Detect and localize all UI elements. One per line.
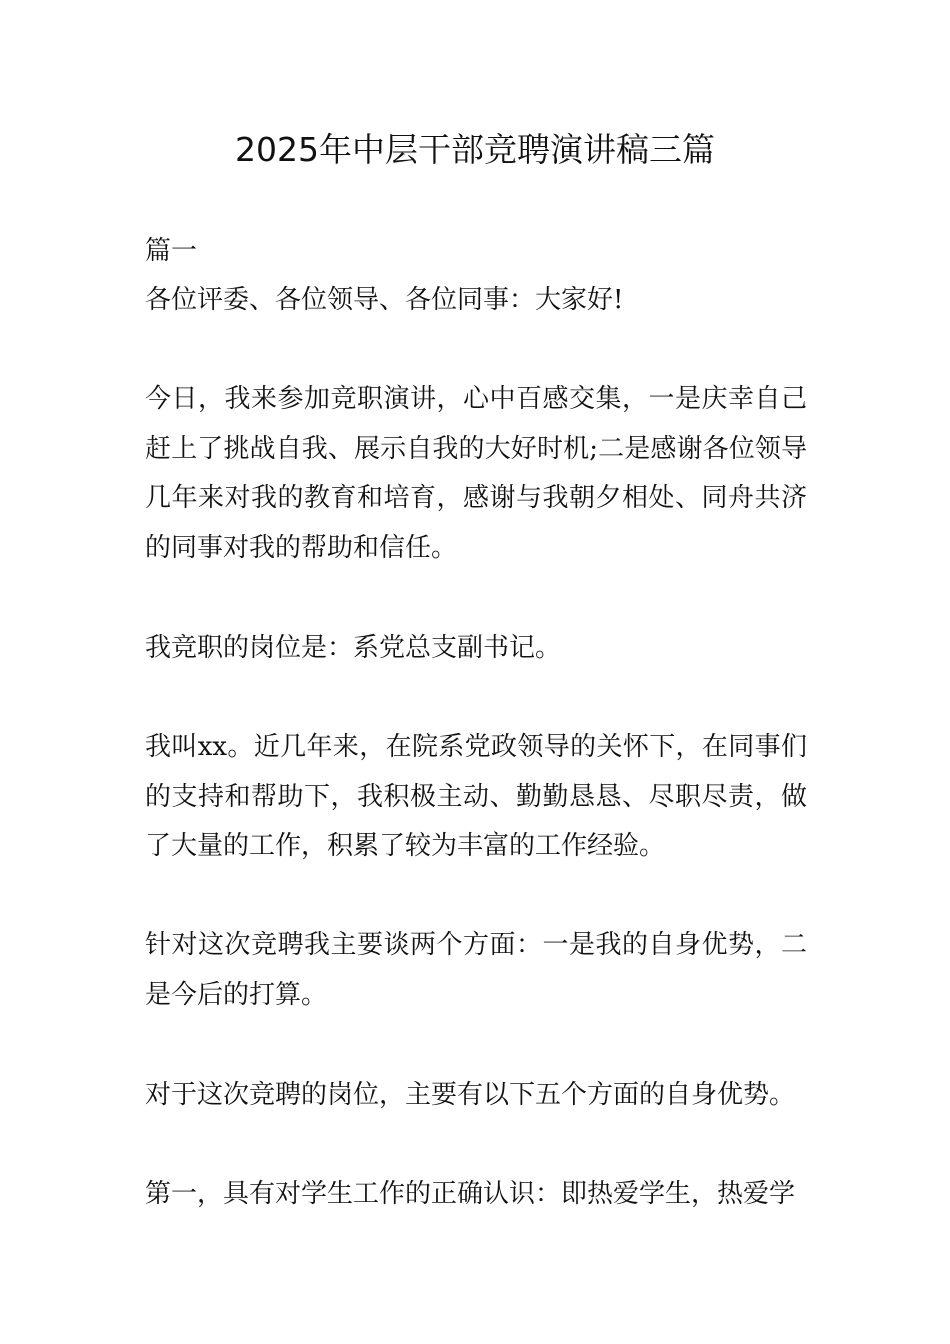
greeting-line: 各位评委、各位领导、各位同事：大家好! [145, 285, 624, 315]
document-title: 2025年中层干部竞聘演讲稿三篇 [235, 130, 715, 169]
paragraph: 第一，具有对学生工作的正确认识：即热爱学生，热爱学 [145, 1179, 796, 1209]
paragraph: 我叫xx。近几年来，在院系党政领导的关怀下，在同事们的支持和帮助下，我积极主动、勤勤恳恳、尽职尽责，做了大量的工作，积累了较为丰富的工作经验。 [145, 732, 807, 861]
section-heading: 篇一 [145, 236, 198, 266]
paragraph: 对于这次竞聘的岗位，主要有以下五个方面的自身优势。 [145, 1080, 796, 1110]
paragraph: 我竞职的岗位是：系党总支副书记。 [145, 633, 562, 663]
paragraph: 今日，我来参加竞职演讲，心中百感交集，一是庆幸自己赶上了挑战自我、展示自我的大好时机;二是感谢各位领导几年来对我的教育和培育，感谢与我朝夕相处、同舟共济的同事对我的帮助和信任。 [145, 384, 807, 563]
paragraph: 针对这次竞聘我主要谈两个方面：一是我的自身优势，二是今后的打算。 [145, 930, 807, 1010]
